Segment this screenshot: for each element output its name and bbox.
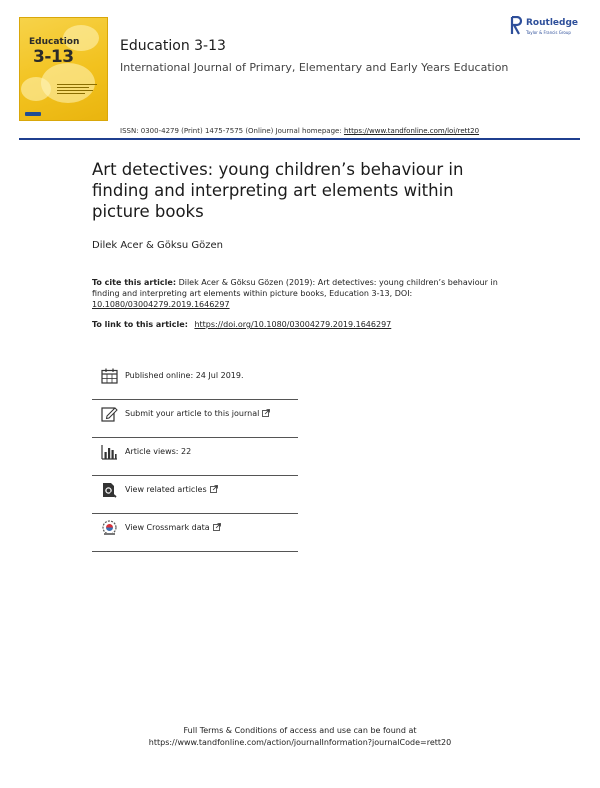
cover-publisher-logo <box>25 111 41 119</box>
footer-terms-text: Full Terms & Conditions of access and use can be found at <box>183 726 417 735</box>
bar-chart-icon <box>101 444 118 460</box>
related-articles-link[interactable] <box>125 485 218 494</box>
article-views-row <box>92 438 298 476</box>
related-articles-row[interactable] <box>92 476 298 514</box>
issn-line <box>120 127 479 135</box>
external-link-icon <box>210 485 218 493</box>
cover-fineprint <box>57 82 97 96</box>
external-link-icon <box>213 523 221 531</box>
article-authors: Dilek Acer & Göksu Gözen <box>92 240 223 251</box>
cite-doi-link[interactable]: 10.1080/03004279.2019.1646297 <box>92 300 230 309</box>
submit-article-text: Submit your article to this journal <box>125 409 260 418</box>
publisher-logo[interactable] <box>510 16 590 40</box>
submit-article-link[interactable] <box>125 409 270 418</box>
publisher-tagline: Taylor & Francis Group <box>526 30 571 35</box>
cover-title: Education <box>29 37 80 47</box>
routledge-r-icon <box>510 16 522 36</box>
edit-icon <box>101 406 118 422</box>
crossmark-row[interactable] <box>92 514 298 552</box>
footer-journal-info-link[interactable]: https://www.tandfonline.com/action/journalInformation?journalCode=rett20 <box>148 738 452 747</box>
related-search-icon <box>101 482 118 498</box>
link-label: To link to this article: <box>92 320 188 329</box>
external-link-icon <box>262 409 270 417</box>
crossmark-link[interactable] <box>125 523 221 532</box>
article-doi-link[interactable]: https://doi.org/10.1080/03004279.2019.1646297 <box>194 320 392 329</box>
footer-terms <box>0 725 600 749</box>
journal-cover-thumbnail <box>19 17 108 121</box>
cite-label: To cite this article: <box>92 278 177 287</box>
article-info-list <box>92 362 298 552</box>
citation-block <box>92 277 502 310</box>
cover-number: 3-13 <box>33 47 74 67</box>
journal-title: Education 3-13 <box>120 38 226 54</box>
crossmark-icon <box>101 520 118 536</box>
crossmark-text: View Crossmark data <box>125 523 210 532</box>
issn-text: ISSN: 0300-4279 (Print) 1475-7575 (Online) Journal homepage: <box>120 127 342 135</box>
published-online-row <box>92 362 298 400</box>
calendar-icon <box>101 368 118 384</box>
article-link-line <box>92 320 391 329</box>
submit-article-row[interactable] <box>92 400 298 438</box>
journal-homepage-link[interactable]: https://www.tandfonline.com/loi/rett20 <box>343 127 480 135</box>
related-articles-text: View related articles <box>125 485 207 494</box>
header-divider <box>19 138 580 140</box>
journal-subtitle: International Journal of Primary, Elementary and Early Years Education <box>120 61 509 74</box>
publisher-name: Routledge <box>526 18 579 28</box>
article-title: Art detectives: young children’s behaviour in finding and interpreting art elements within picture books <box>92 160 464 221</box>
published-online-text: Published online: 24 Jul 2019. <box>125 371 244 380</box>
article-views-text: Article views: 22 <box>125 447 192 456</box>
cite-text: Dilek Acer & Göksu Gözen (2019): Art detectives: young children’s behaviour in finding and interpreting art elements within picture books, Education 3-13, DOI: <box>92 278 498 298</box>
